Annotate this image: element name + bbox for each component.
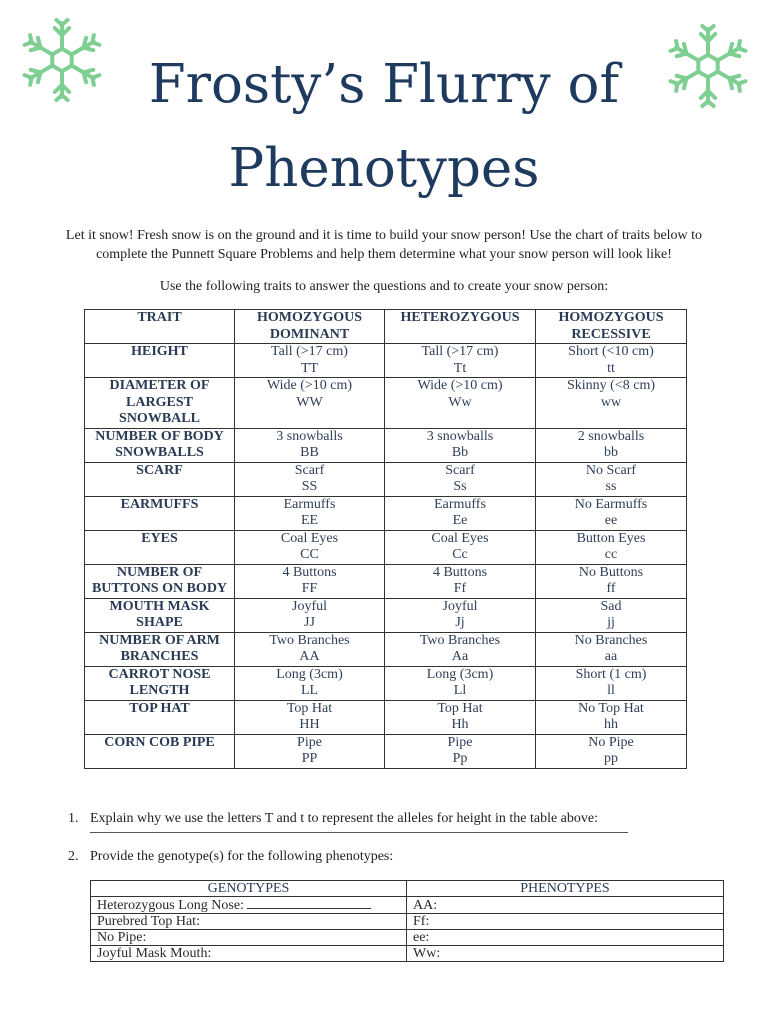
question-number: 1. (68, 811, 79, 826)
trait-name: NUMBER OF ARM BRANCHES (85, 632, 235, 666)
genotype-prompt: Purebred Top Hat: (97, 914, 200, 929)
genotype-prompt-cell (91, 930, 407, 946)
genotype-text: SS (301, 479, 318, 494)
homozygous-dominant-cell (235, 666, 385, 700)
phenotype-prompt-cell[interactable] (407, 930, 724, 946)
genotype-text: CC (300, 547, 319, 562)
genotype-text: Cc (452, 547, 468, 562)
genotype-text: Ss (453, 479, 467, 494)
phenotype-text: No Scarf (585, 462, 637, 478)
table-row (85, 632, 687, 666)
question-number: 2. (68, 849, 79, 864)
genotype-prompt-cell (91, 946, 407, 962)
homozygous-dominant-cell (235, 700, 385, 734)
table-row (85, 734, 687, 768)
trait-name: CORN COB PIPE (85, 734, 235, 768)
homozygous-dominant-cell (235, 378, 385, 429)
homozygous-dominant-cell (235, 344, 385, 378)
genotype-text: ee (604, 513, 618, 528)
intro-paragraph: Let it snow! Fresh snow is on the ground and it is time to build your snow person! Use the chart of traits below to complete the Punnett Square Problems and help them determine what your snow person will look like! (65, 228, 703, 262)
col-header-trait: TRAIT (85, 310, 235, 344)
phenotype-prompt: Ff: (413, 914, 430, 929)
genotype-text: WW (296, 394, 323, 410)
genotype-text: PP (301, 751, 318, 766)
homozygous-recessive-cell (536, 378, 687, 429)
genotype-text: Tt (453, 360, 467, 376)
phenotype-text: Joyful (292, 598, 327, 614)
genotype-text: aa (604, 649, 618, 664)
heterozygous-cell (385, 530, 536, 564)
phenotype-text: No Top Hat (578, 700, 644, 716)
answer-line[interactable] (90, 832, 628, 833)
genotype-text: FF (301, 581, 318, 596)
table-row (85, 598, 687, 632)
table-row (85, 378, 687, 429)
heterozygous-cell (385, 378, 536, 429)
trait-name: EYES (85, 530, 235, 564)
phenotype-text: Top Hat (286, 700, 333, 716)
homozygous-dominant-cell (235, 734, 385, 768)
geno-header-row (91, 881, 724, 897)
phenotype-text: Joyful (442, 598, 478, 614)
phenotype-text: Top Hat (437, 700, 483, 716)
phenotype-prompt: ee: (413, 930, 430, 945)
homozygous-dominant-cell (235, 598, 385, 632)
phenotype-text: Earmuffs (283, 496, 336, 512)
homozygous-recessive-cell (536, 462, 687, 496)
phenotype-text: Wide (>10 cm) (417, 378, 503, 393)
homozygous-recessive-cell (536, 632, 687, 666)
table-row (85, 428, 687, 462)
phenotype-text: 3 snowballs (276, 428, 343, 444)
homozygous-recessive-cell (536, 666, 687, 700)
table-row (85, 666, 687, 700)
phenotype-text: No Buttons (578, 564, 644, 580)
heterozygous-cell (385, 564, 536, 598)
phenotype-text: Coal Eyes (280, 530, 339, 546)
genotype-text: ww (600, 394, 622, 410)
trait-name: MOUTH MASK SHAPE (85, 598, 235, 632)
col-header-homozygous-dominant: HOMOZYGOUS DOMINANT (235, 310, 385, 344)
homozygous-dominant-cell (235, 428, 385, 462)
genotype-text: Jj (455, 615, 465, 630)
homozygous-dominant-cell (235, 564, 385, 598)
trait-name: CARROT NOSE LENGTH (85, 666, 235, 700)
trait-name: TOP HAT (85, 700, 235, 734)
genotype-text: JJ (304, 615, 315, 630)
genotype-prompt-cell (91, 897, 407, 914)
phenotype-text: 2 snowballs (577, 428, 645, 444)
genotype-text: Pp (452, 751, 468, 766)
homozygous-dominant-cell (235, 632, 385, 666)
homozygous-recessive-cell (536, 344, 687, 378)
phenotype-text: No Pipe (588, 734, 634, 750)
heterozygous-cell (385, 598, 536, 632)
trait-name: NUMBER OF BODY SNOWBALLS (85, 428, 235, 462)
page-title-line2: Phenotypes (228, 138, 540, 199)
table-row (91, 914, 724, 930)
phenotype-text: Tall (>17 cm) (271, 344, 348, 359)
phenotype-text: Pipe (447, 734, 473, 750)
genotype-text: AA (299, 649, 320, 664)
genotype-prompt-cell (91, 914, 407, 930)
phenotype-text: Scarf (294, 462, 325, 478)
genotype-text: Aa (451, 649, 469, 664)
phenotype-text: Coal Eyes (431, 530, 489, 546)
genotype-table (90, 880, 724, 962)
genotype-text: ll (607, 683, 615, 698)
genotype-text: Ll (453, 683, 467, 698)
genotype-text: TT (300, 360, 319, 376)
phenotype-text: Scarf (445, 462, 475, 478)
homozygous-dominant-cell (235, 496, 385, 530)
trait-name: SCARF (85, 462, 235, 496)
genotype-text: hh (604, 717, 618, 732)
genotype-text: BB (300, 445, 319, 460)
phenotype-text: Button Eyes (576, 530, 646, 546)
homozygous-recessive-cell (536, 734, 687, 768)
genotype-prompt: Heterozygous Long Nose: (97, 898, 244, 913)
phenotype-prompt: AA: (413, 897, 438, 913)
phenotype-text: Pipe (297, 734, 322, 750)
trait-name: EARMUFFS (85, 496, 235, 530)
genotype-text: Hh (451, 717, 469, 732)
phenotype-text: No Branches (574, 632, 648, 648)
question-2 (68, 848, 393, 866)
heterozygous-cell (385, 700, 536, 734)
phenotype-prompt-cell[interactable] (407, 914, 724, 930)
col-header-genotypes: GENOTYPES (91, 881, 407, 897)
genotype-text: EE (300, 513, 319, 528)
table-row (85, 344, 687, 378)
homozygous-recessive-cell (536, 700, 687, 734)
genotype-prompt: No Pipe: (97, 930, 147, 945)
phenotype-text: 3 snowballs (426, 428, 494, 444)
genotype-text: bb (604, 445, 618, 460)
heterozygous-cell (385, 496, 536, 530)
answer-blank[interactable] (247, 897, 371, 909)
trait-name: NUMBER OF BUTTONS ON BODY (85, 564, 235, 598)
col-header-phenotypes: PHENOTYPES (407, 881, 724, 897)
phenotype-text: Short (<10 cm) (568, 344, 654, 359)
genotype-text: HH (299, 717, 320, 732)
phenotype-text: Two Branches (269, 632, 350, 648)
heterozygous-cell (385, 428, 536, 462)
traits-header-row (85, 310, 687, 344)
instruction-text: Use the following traits to answer the questions and to create your snow person: (159, 279, 609, 294)
phenotype-text: Tall (>17 cm) (421, 344, 499, 359)
phenotype-text: 4 Buttons (282, 564, 337, 580)
homozygous-recessive-cell (536, 428, 687, 462)
table-row (91, 930, 724, 946)
table-row (91, 946, 724, 962)
table-row (85, 462, 687, 496)
traits-table (84, 309, 687, 769)
table-row (85, 530, 687, 564)
homozygous-recessive-cell (536, 564, 687, 598)
trait-name: HEIGHT (85, 344, 235, 378)
heterozygous-cell (385, 632, 536, 666)
col-header-homozygous-recessive: HOMOZYGOUS RECESSIVE (536, 310, 687, 344)
phenotype-text: 4 Buttons (432, 564, 488, 580)
genotype-text: Ff (453, 581, 467, 596)
question-text: Provide the genotype(s) for the following phenotypes: (90, 849, 394, 864)
col-header-heterozygous: HETEROZYGOUS (385, 310, 536, 344)
phenotype-prompt: Ww: (413, 946, 441, 961)
question-text: Explain why we use the letters T and t to represent the alleles for height in the table above: (90, 811, 598, 826)
phenotype-text: Sad (600, 598, 622, 614)
genotype-text: jj (607, 615, 615, 630)
phenotype-text: Earmuffs (434, 496, 486, 512)
homozygous-dominant-cell (235, 530, 385, 564)
phenotype-text: Short (1 cm) (575, 666, 647, 682)
table-row (85, 564, 687, 598)
genotype-text: Bb (451, 445, 469, 460)
heterozygous-cell (385, 666, 536, 700)
page-title: Frosty’s Flurry of (148, 54, 620, 115)
phenotype-text: Wide (>10 cm) (266, 378, 353, 393)
phenotype-text: Long (3cm) (276, 666, 343, 682)
homozygous-recessive-cell (536, 598, 687, 632)
heterozygous-cell (385, 462, 536, 496)
heterozygous-cell (385, 734, 536, 768)
table-row (85, 496, 687, 530)
heterozygous-cell (385, 344, 536, 378)
homozygous-recessive-cell (536, 530, 687, 564)
phenotype-text: Long (3cm) (426, 666, 494, 682)
phenotype-prompt-cell[interactable] (407, 946, 724, 962)
genotype-text: Ee (452, 513, 468, 528)
homozygous-recessive-cell (536, 496, 687, 530)
genotype-text: LL (300, 683, 319, 698)
table-row (91, 897, 724, 914)
phenotype-text: Two Branches (419, 632, 501, 648)
phenotype-text: Skinny (<8 cm) (567, 378, 655, 393)
genotype-text: tt (607, 360, 615, 376)
phenotype-text: No Earmuffs (574, 496, 648, 512)
question-1 (68, 810, 598, 828)
genotype-text: Ww (448, 394, 472, 410)
trait-name: DIAMETER OF LARGEST SNOWBALL (85, 378, 235, 429)
phenotype-prompt-cell[interactable] (407, 897, 724, 914)
table-row (85, 700, 687, 734)
genotype-text: ss (605, 479, 617, 494)
genotype-text: pp (604, 751, 618, 766)
genotype-prompt: Joyful Mask Mouth: (97, 946, 212, 961)
genotype-text: ff (606, 581, 616, 596)
genotype-text: cc (604, 547, 618, 562)
homozygous-dominant-cell (235, 462, 385, 496)
